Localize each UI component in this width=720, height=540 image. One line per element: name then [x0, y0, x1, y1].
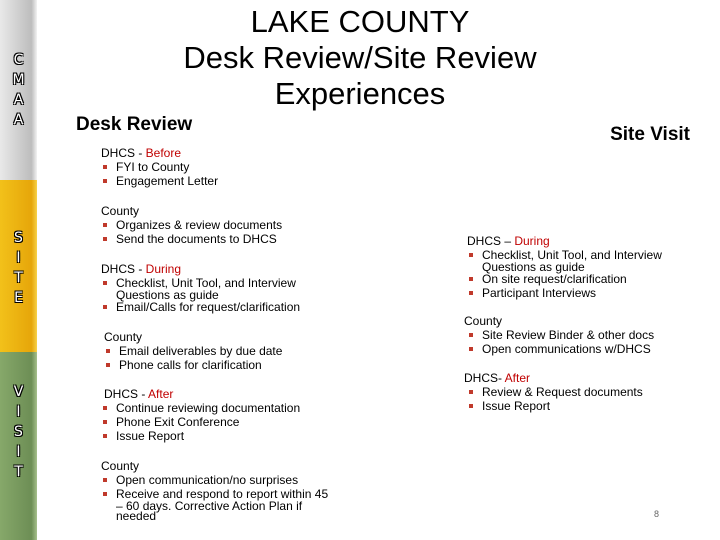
site-visit-heading: Site Visit — [610, 124, 690, 145]
list-item: Email/Calls for request/clarification — [101, 300, 300, 314]
page-number: 8 — [654, 509, 660, 519]
list-item: On site request/clarification — [467, 272, 662, 286]
title-line-1: LAKE COUNTY — [250, 4, 470, 39]
section-heading: DHCS - Before — [101, 146, 182, 160]
left-dhcs-after — [104, 387, 300, 443]
list-item: Participant Interviews — [467, 286, 662, 300]
page-title — [150, 4, 570, 112]
list-item: Issue Report — [467, 399, 643, 413]
section-heading: DHCS- After — [464, 371, 531, 385]
right-county — [464, 314, 654, 356]
list-item: Phone Exit Conference — [101, 415, 300, 429]
sidebar — [0, 0, 37, 540]
list-item: Receive and respond to report within 45 – 60 days. Corrective Action Plan if needed — [101, 487, 328, 521]
phase-label: After — [148, 387, 174, 401]
sidebar-label-site: S I T E — [14, 230, 23, 306]
list-item: Email deliverables by due date — [104, 344, 282, 358]
list-item: Checklist, Unit Tool, and Interview Questions as guide — [101, 276, 300, 300]
left-county-3 — [101, 459, 328, 521]
list-item: Open communication/no surprises — [101, 473, 328, 487]
list-item: Checklist, Unit Tool, and Interview Questions as guide — [467, 248, 662, 272]
phase-label: During — [514, 234, 550, 248]
left-county-2 — [104, 330, 282, 372]
section-heading: County — [101, 204, 140, 218]
phase-label: During — [145, 262, 182, 276]
left-dhcs-before — [101, 146, 218, 188]
list-item: Phone calls for clarification — [104, 358, 282, 372]
section-heading: DHCS – During — [467, 234, 550, 248]
list-item: Site Review Binder & other docs — [467, 328, 654, 342]
phase-label: Before — [145, 146, 182, 160]
list-item: Review & Request documents — [467, 385, 643, 399]
right-dhcs-during — [467, 234, 662, 300]
phase-label: After — [504, 371, 531, 385]
sidebar-label-visit: V I S I T — [13, 384, 24, 480]
desk-review-heading: Desk Review — [76, 114, 193, 135]
section-heading: County — [104, 330, 143, 344]
list-item: Organizes & review documents — [101, 218, 282, 232]
list-item: Open communications w/DHCS — [467, 342, 654, 356]
section-heading: DHCS - After — [104, 387, 174, 401]
sidebar-label-cmaa: C M A A — [12, 52, 25, 128]
section-heading: DHCS - During — [101, 262, 182, 276]
right-dhcs-after — [464, 371, 643, 413]
list-item: Continue reviewing documentation — [101, 401, 300, 415]
list-item: Issue Report — [101, 429, 300, 443]
list-item: FYI to County — [101, 160, 218, 174]
left-county-1 — [101, 204, 282, 246]
section-heading: County — [464, 314, 503, 328]
title-line-3: Experiences — [274, 76, 446, 111]
section-heading: County — [101, 459, 140, 473]
left-dhcs-during — [101, 262, 300, 314]
title-line-2: Desk Review/Site Review — [183, 40, 537, 75]
list-item: Send the documents to DHCS — [101, 232, 282, 246]
list-item: Engagement Letter — [101, 174, 218, 188]
